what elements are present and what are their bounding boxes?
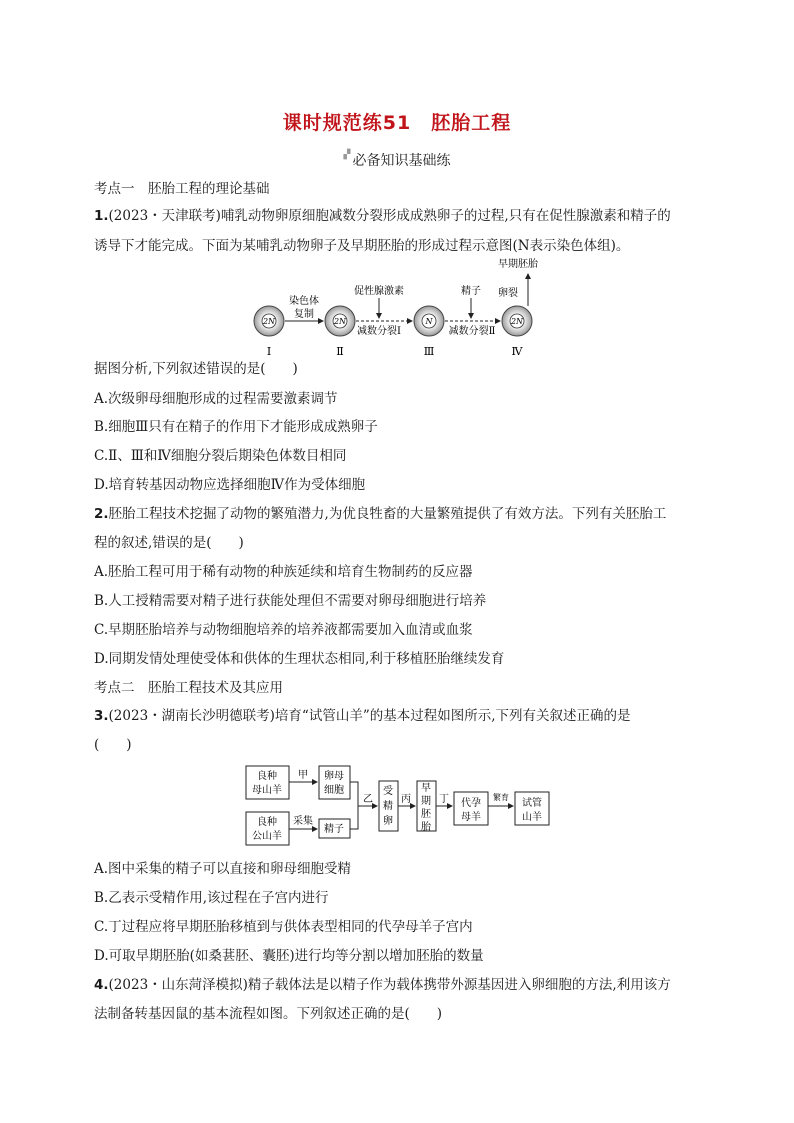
question-3-option-a[interactable]: A.图中采集的精子可以直接和卵母细胞受精 [94, 861, 352, 877]
replication-label-bottom: 复制 [294, 309, 314, 320]
question-2-option-d[interactable]: D.同期发情处理使受体和供体的生理状态相同,利于移植胚胎继续发育 [94, 651, 505, 667]
female-goat-label-1: 良种 [257, 771, 277, 782]
bracket-fertilization [350, 782, 358, 829]
question-3-option-d[interactable]: D.可取早期胚胎(如桑葚胚、囊胚)进行均等分割以增加胚胎的数量 [94, 948, 484, 964]
embryo-label-2: 期 [421, 796, 431, 807]
result-label-2: 山羊 [522, 812, 542, 823]
section-label: 必备知识基础练 [352, 153, 451, 169]
section-marker-icon: ▞ [343, 150, 351, 160]
male-goat-label-2: 公山羊 [252, 831, 282, 842]
question-2-line-1 [94, 505, 666, 523]
cell-1-label: 2N [262, 317, 276, 326]
replication-label-top: 染色体 [289, 296, 319, 307]
topic-heading-2: 考点二 胚胎工程技术及其应用 [94, 680, 283, 696]
male-goat-label-1: 良种 [257, 817, 277, 828]
meiosis-1-label: 减数分裂Ⅰ [357, 326, 401, 337]
question-4-line-1 [94, 976, 671, 994]
roman-4: Ⅳ [511, 345, 523, 358]
question-4-line-2: 法制备转基因鼠的基本流程如图。下列叙述正确的是( ) [94, 1006, 443, 1022]
question-1-option-c[interactable]: C.Ⅱ、Ⅲ和Ⅳ细胞分裂后期染色体数目相同 [94, 448, 347, 464]
yi-label: 乙 [363, 794, 373, 805]
topic-heading-1: 考点一 胚胎工程的理论基础 [94, 181, 270, 197]
surrogate-label-2: 母羊 [461, 812, 481, 823]
roman-3: Ⅲ [423, 345, 435, 358]
sperm-label: 精子 [461, 286, 481, 297]
question-2-option-c[interactable]: C.早期胚胎培养与动物细胞培养的培养液都需要加入血清或血浆 [94, 622, 473, 638]
question-1-line-1 [94, 207, 671, 225]
cell-3-label: N [425, 317, 433, 326]
cell-2-label: 2N [333, 317, 347, 326]
question-2-number: 2. [94, 506, 109, 522]
breed-label: 繁育 [493, 793, 509, 802]
question-2-line-2: 程的叙述,错误的是( ) [94, 535, 244, 551]
question-1-line-2: 诱导下才能完成。下面为某哺乳动物卵子及早期胚胎的形成过程示意图(N表示染色体组)。 [94, 238, 630, 254]
result-label-1: 试管 [522, 798, 542, 809]
question-3-option-b[interactable]: B.乙表示受精作用,该过程在子宫内进行 [94, 890, 329, 906]
cell-4-label: 2N [510, 317, 524, 326]
sperm-box-label: 精子 [324, 824, 344, 835]
question-2-option-a[interactable]: A.胚胎工程可用于稀有动物的种族延续和培育生物制药的反应器 [94, 564, 473, 580]
section-heading [0, 150, 794, 170]
question-1-option-a[interactable]: A.次级卵母细胞形成的过程需要激素调节 [94, 391, 338, 407]
embryo-label-3: 胚 [421, 809, 431, 820]
question-2-text-1: 胚胎工程技术挖掘了动物的繁殖潜力,为优良牲畜的大量繁殖提供了有效方法。下列有关胚胎工 [108, 506, 667, 522]
oocyte-label-2: 细胞 [324, 785, 344, 796]
oocyte-label-1: 卵母 [324, 771, 344, 782]
page-title: 课时规范练51 胚胎工程 [282, 112, 512, 134]
question-3-number: 3. [94, 708, 109, 724]
question-1-option-b[interactable]: B.细胞Ⅲ只有在精子的作用下才能形成成熟卵子 [94, 419, 378, 435]
question-1-text-1: (2023・天津联考)哺乳动物卵原细胞减数分裂形成成熟卵子的过程,只有在促性腺激素和精子的 [108, 208, 671, 224]
zygote-label-3: 卵 [383, 816, 393, 827]
cell-4 [502, 306, 532, 336]
bing-label: 丙 [401, 794, 411, 805]
question-3-option-c[interactable]: C.丁过程应将早期胚胎移植到与供体表型相同的代孕母羊子宫内 [94, 919, 473, 935]
cell-3 [414, 306, 444, 336]
question-3-line-2: ( ) [94, 737, 132, 753]
question-1-option-d[interactable]: D.培育转基因动物应选择细胞Ⅳ作为受体细胞 [94, 477, 366, 493]
question-1-number: 1. [94, 208, 109, 224]
zygote-label-2: 精 [383, 801, 393, 812]
roman-1: Ⅰ [266, 345, 272, 358]
test-tube-goat-diagram [244, 762, 554, 850]
embryo-label-4: 胎 [421, 822, 431, 833]
question-3-text-1: (2023・湖南长沙明德联考)培育“试管山羊”的基本过程如图所示,下列有关叙述正确的是 [108, 708, 631, 724]
ding-label: 丁 [439, 794, 449, 805]
question-4-number: 4. [94, 977, 109, 993]
question-4-text-1: (2023・山东菏泽模拟)精子载体法是以精子作为载体携带外源基因进入卵细胞的方法,利用该方 [108, 977, 671, 993]
surrogate-label-1: 代孕 [461, 798, 481, 809]
question-1-stem: 据图分析,下列叙述错误的是( ) [94, 361, 298, 377]
embryo-label-1: 早 [421, 783, 431, 794]
zygote-label-1: 受 [383, 786, 393, 797]
female-goat-label-2: 母山羊 [252, 785, 282, 796]
oocyte-formation-diagram [245, 252, 545, 362]
cell-2 [325, 306, 355, 336]
question-2-option-b[interactable]: B.人工授精需要对精子进行获能处理但不需要对卵母细胞进行培养 [94, 593, 487, 609]
meiosis-2-label: 减数分裂Ⅱ [448, 326, 496, 337]
jia-label: 甲 [298, 770, 308, 781]
roman-2: Ⅱ [336, 345, 344, 358]
collect-label: 采集 [293, 816, 313, 827]
early-embryo-label: 早期胚胎 [498, 259, 538, 270]
cell-1 [254, 306, 284, 336]
cleavage-label: 卵裂 [498, 288, 518, 299]
hormone-label: 促性腺激素 [354, 286, 404, 297]
question-3-line-1 [94, 707, 631, 725]
